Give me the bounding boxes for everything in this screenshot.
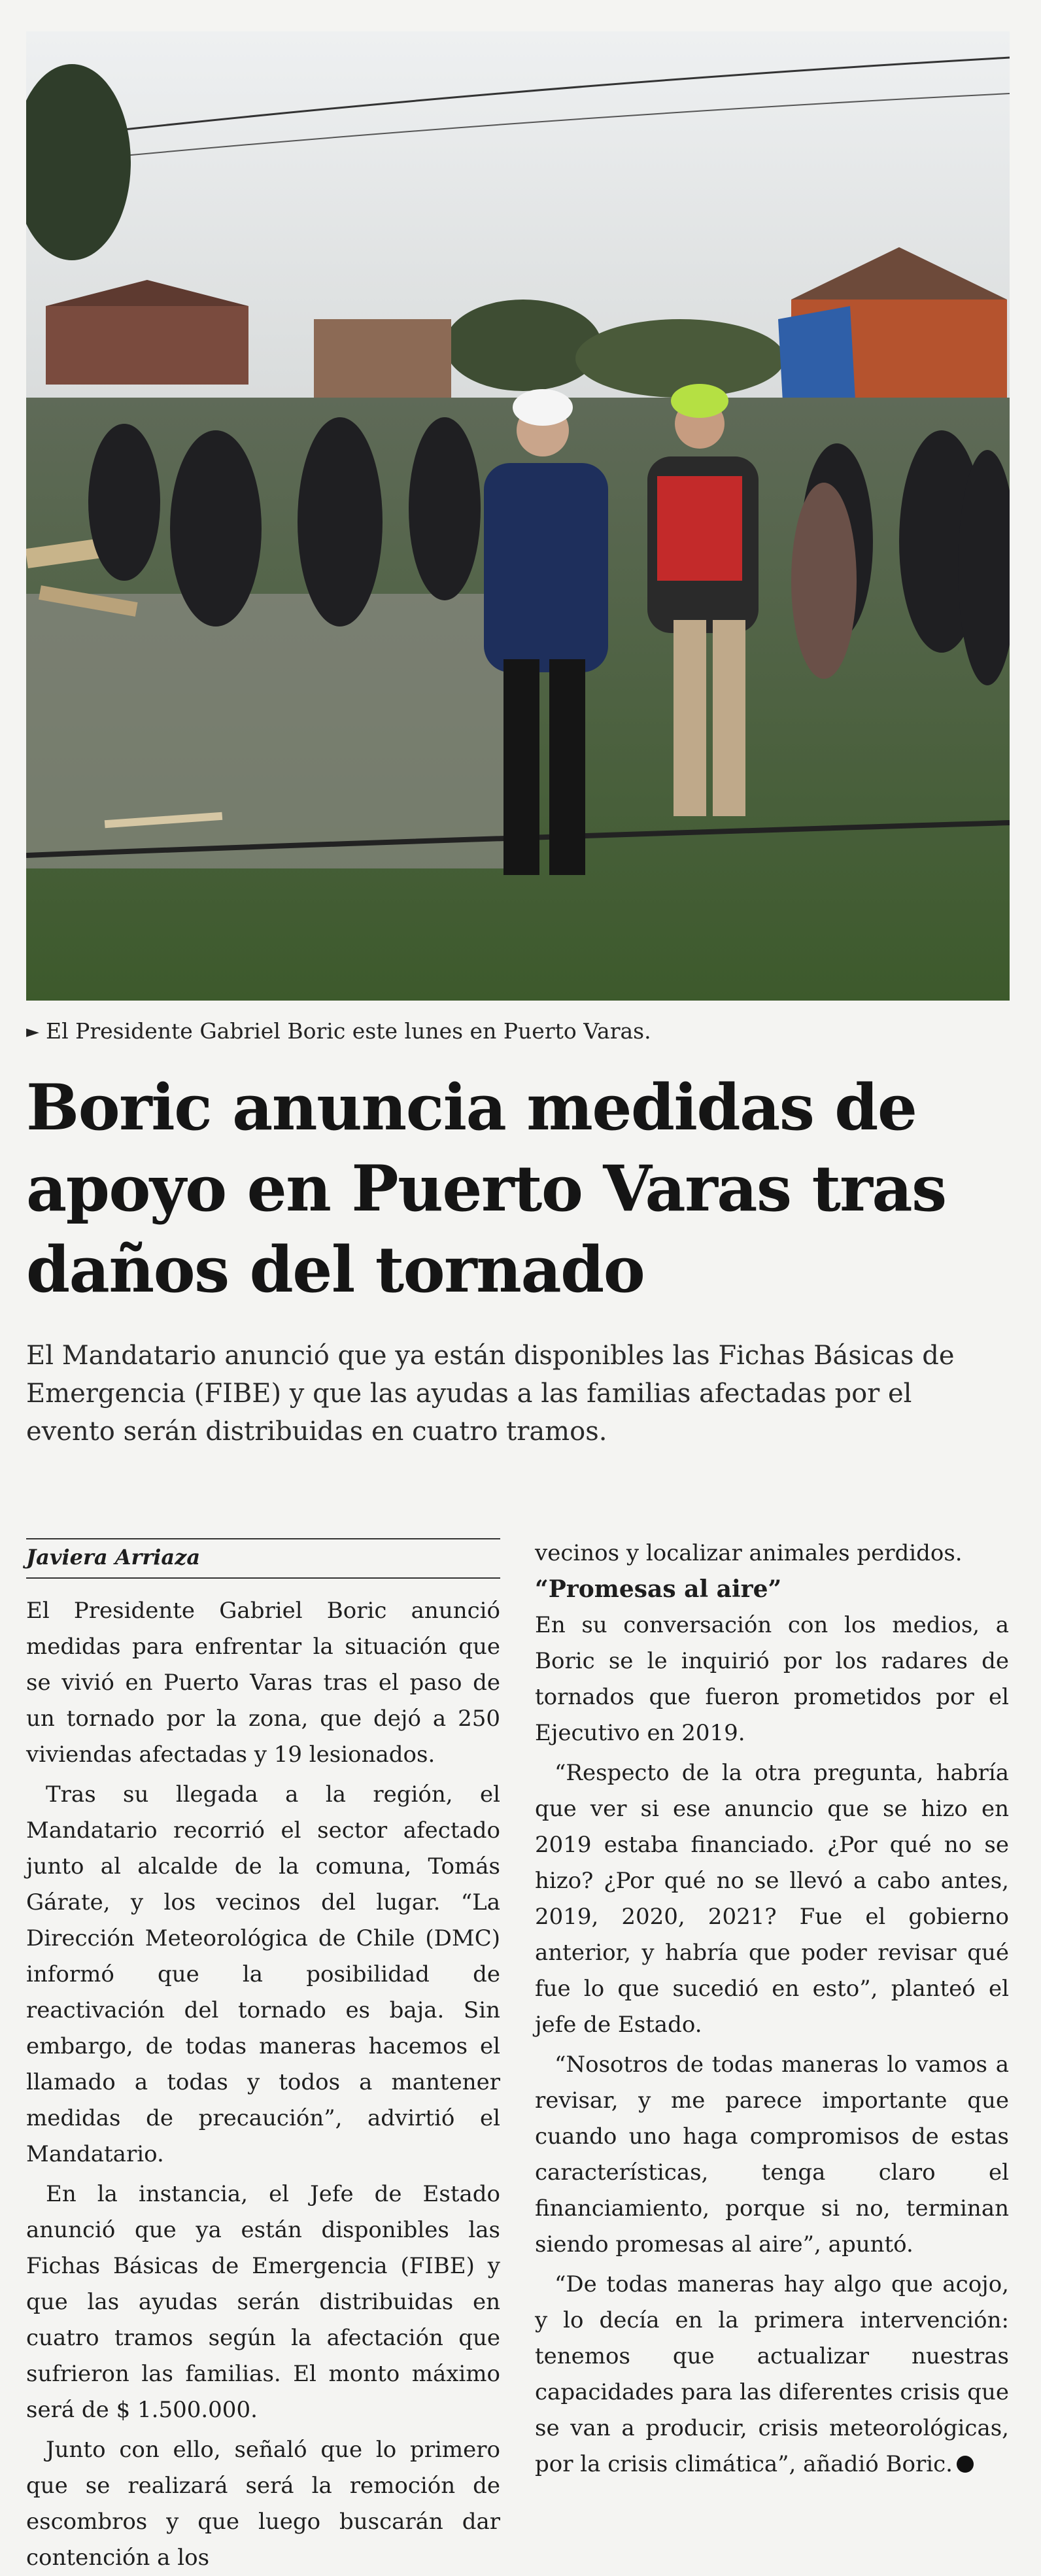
photo-caption xyxy=(26,1017,1010,1046)
paragraph: En su conversación con los medios, a Boric se le inquirió por los radares de tornados que fueron prometidos por el Ejecutivo en 2019. xyxy=(535,1612,1009,1746)
dek: El Mandatario anunció que ya están disponibles las Fichas Básicas de Emergencia (FIBE) y que las ayudas a las familias afectadas por el evento serán distribuidas en cuatro tramos. xyxy=(26,1341,955,1447)
headline: Boric anuncia medidas de apoyo en Puerto Varas tras daños del tornado xyxy=(26,1071,946,1307)
byline: Javiera Arriaza xyxy=(26,1538,500,1579)
paragraph: “Nosotros de todas maneras lo vamos a revisar, y me parece importante que cuando uno haga compromisos de estas características, tenga claro el financiamiento, porque si no, terminan siendo promesas al aire”, apuntó. xyxy=(535,2052,1009,2258)
paragraph: Junto con ello, señaló que lo primero que se realizará será la remoción de escombros y que luego buscarán dar contención a los xyxy=(26,2437,500,2571)
caption-marker-icon: ► xyxy=(26,1022,39,1042)
caption-text: El Presidente Gabriel Boric este lunes en Puerto Varas. xyxy=(46,1018,651,1044)
subhead: “Promesas al aire” xyxy=(535,1575,782,1603)
paragraph-final xyxy=(535,2267,1009,2482)
article-column-left xyxy=(26,1530,500,2576)
paragraph: En la instancia, el Jefe de Estado anunció que ya están disponibles las Fichas Básicas de Emergencia (FIBE) y que las ayudas serán distribuidas en cuatro tramos según la afectación que sufrieron las familias. El monto máximo será de $ 1.500.000. xyxy=(26,2181,500,2423)
paragraph: El Presidente Gabriel Boric anunció medidas para enfrentar la situación que se vivió en Puerto Varas tras el paso de un tornado por la zona, que dejó a 250 viviendas afectadas y 19 lesionados. xyxy=(26,1598,500,1768)
news-photo xyxy=(26,31,1010,1001)
paragraph: “Respecto de la otra pregunta, habría que ver si ese anuncio que se hizo en 2019 estaba financiado. ¿Por qué no se hizo? ¿Por qué no se llevó a cabo antes, 2019, 2020, 2021? Fue el gobierno anterior, y habría que poder revisar qué fue lo que sucedió en esto”, planteó el jefe de Estado. xyxy=(535,1760,1009,2038)
paragraph-text: “De todas maneras hay algo que acojo, y lo decía en la primera intervención: tenemos que actualizar nuestras capacidades para las diferentes crisis que se van a producir, crisis meteorológicas, por la crisis climática”, añadió Boric. xyxy=(535,2271,1009,2477)
article-column-right xyxy=(535,1530,1009,2482)
end-of-article-icon xyxy=(957,2456,974,2473)
paragraph: Tras su llegada a la región, el Mandatario recorrió el sector afectado junto al alcalde de la comuna, Tomás Gárate, y los vecinos del lugar. “La Dirección Meteorológica de Chile (DMC) informó que la posibilidad de reactivación del tornado es baja. Sin embargo, de todas maneras hacemos el llamado a todas y todos a mantener medidas de precaución”, advirtió el Mandatario. xyxy=(26,1781,500,2167)
paragraph: vecinos y localizar animales perdidos. xyxy=(535,1540,963,1566)
press-photo-illustration xyxy=(26,31,1010,1001)
